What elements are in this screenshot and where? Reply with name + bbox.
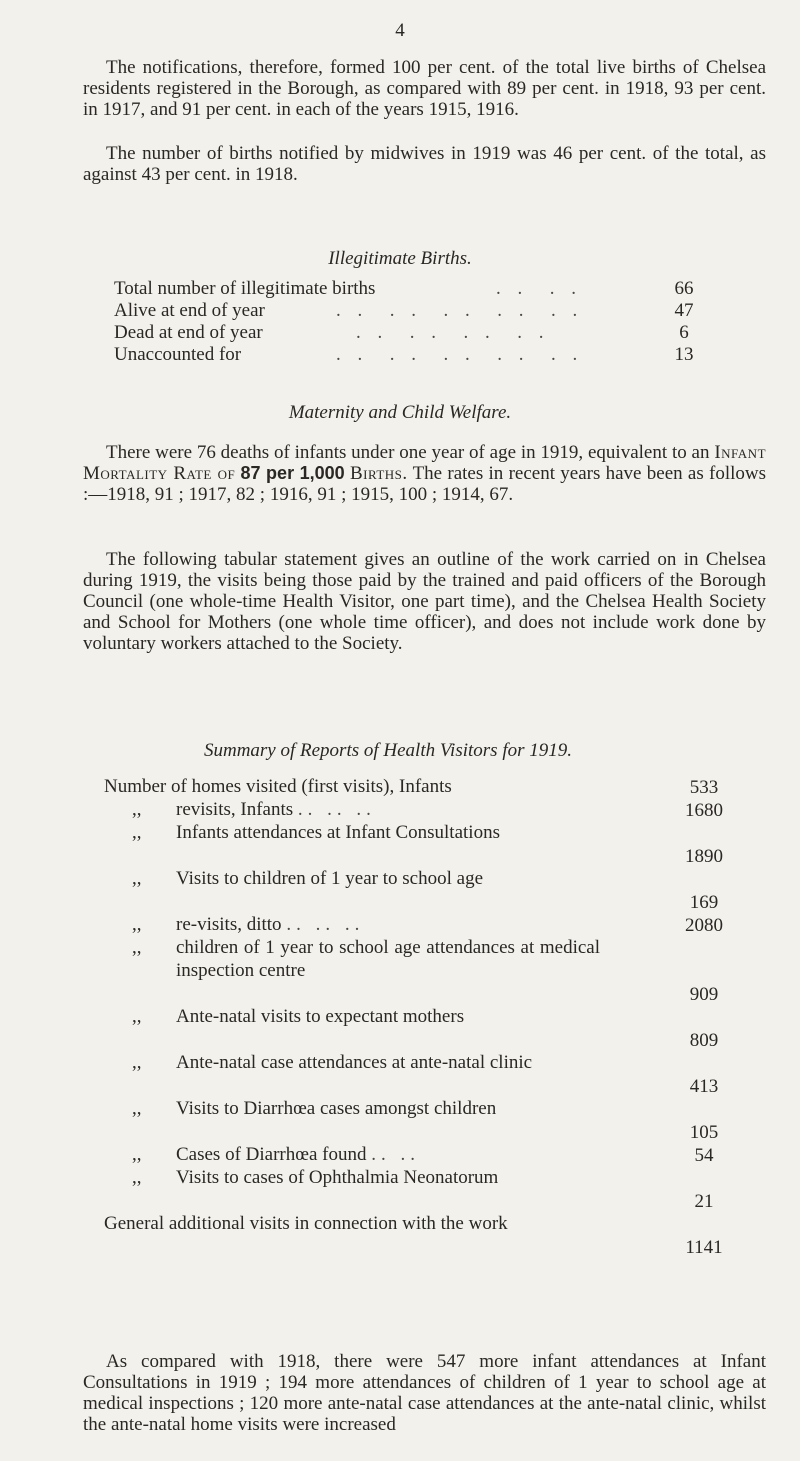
ditto-mark: ,, bbox=[132, 1167, 142, 1188]
ditto-mark: ,, bbox=[132, 799, 142, 820]
leader-dots: .. .. .. bbox=[297, 799, 376, 820]
row-label: General additional visits in connection with the work bbox=[104, 1213, 508, 1234]
ditto-mark: ,, bbox=[132, 914, 142, 935]
leader-dots: . . . . bbox=[496, 278, 582, 299]
row-label: Alive at end of year bbox=[114, 300, 265, 321]
table-row bbox=[104, 822, 744, 868]
row-label bbox=[176, 799, 600, 822]
ditto-mark: ,, bbox=[132, 822, 142, 843]
row-label: Visits to children of 1 year to school age bbox=[176, 868, 484, 889]
row-label: children of 1 year to school age attendances at medical inspection centre bbox=[176, 937, 600, 981]
ditto-mark: ,, bbox=[132, 1098, 142, 1119]
table-row bbox=[104, 937, 744, 1006]
row-value: 809 bbox=[689, 1029, 719, 1051]
row-label-text: revisits, Infants bbox=[176, 799, 294, 820]
row-value: 66 bbox=[674, 278, 694, 299]
infant-mortality-term: Infant Mortality Rate of bbox=[83, 442, 767, 484]
table-row bbox=[104, 914, 744, 937]
row-value: 1141 bbox=[685, 1236, 723, 1258]
table-row bbox=[104, 1144, 744, 1167]
table-row bbox=[114, 344, 714, 366]
table-row bbox=[104, 1052, 744, 1098]
row-value: 1680 bbox=[685, 799, 723, 821]
row-value: 413 bbox=[689, 1075, 719, 1097]
notifications-paragraph: The notifications, therefore, formed 100 per cent. of the total live births of Chelsea residents registered in the Borough, as compared with 89 per cent. in 1918, 93 per cent. in 1917, and 91 per cent. in each of the years 1915, 1916. bbox=[83, 57, 766, 120]
table-row bbox=[114, 322, 714, 344]
summary-table bbox=[104, 776, 744, 1259]
illegitimate-births-table bbox=[114, 278, 714, 366]
row-value: 169 bbox=[689, 891, 719, 913]
ditto-mark: ,, bbox=[132, 1006, 142, 1027]
row-label: Total number of illegitimate births bbox=[114, 278, 376, 299]
row-value: 21 bbox=[694, 1190, 714, 1212]
row-value: 533 bbox=[689, 776, 719, 798]
row-value: 6 bbox=[679, 322, 689, 343]
page-number: 4 bbox=[395, 20, 405, 41]
leader-dots: .. .. .. bbox=[286, 914, 365, 935]
leader-dots: . . . . . . . . . . bbox=[336, 300, 584, 321]
row-label: Dead at end of year bbox=[114, 322, 263, 343]
row-value: 1890 bbox=[685, 845, 723, 867]
illegitimate-births-heading: Illegitimate Births. bbox=[328, 248, 472, 269]
table-row bbox=[104, 1098, 744, 1144]
row-label bbox=[176, 914, 600, 937]
row-label bbox=[176, 1144, 600, 1167]
leader-dots: .. .. bbox=[371, 1144, 420, 1165]
ditto-mark: ,, bbox=[132, 937, 142, 958]
closing-paragraph: As compared with 1918, there were 547 more infant attendances at Infant Consultations in 1919 ; 194 more attendances of children of 1 year to school age at medical inspections ; 120 more ante-natal case attendances at the ante-natal clinic, whilst the ante-natal home visits were increased bbox=[83, 1351, 766, 1435]
row-value: 47 bbox=[674, 300, 694, 321]
table-row bbox=[104, 1006, 744, 1052]
infant-mortality-paragraph bbox=[83, 442, 766, 505]
row-value: 54 bbox=[694, 1144, 714, 1166]
row-value: 105 bbox=[689, 1121, 719, 1143]
row-value: 2080 bbox=[685, 914, 723, 936]
ditto-mark: ,, bbox=[132, 868, 142, 889]
table-row bbox=[104, 776, 744, 799]
mortality-text-b: The rates in recent years have been as follows :—1918, 91 ; 1917, 82 ; 1916, 91 ; 1915, 100 ; 1914, 67. bbox=[83, 463, 767, 505]
leader-dots: . . . . . . . . . . bbox=[336, 344, 584, 365]
table-row bbox=[104, 1167, 744, 1213]
row-label-text: re-visits, ditto bbox=[176, 914, 282, 935]
tabular-statement-paragraph: The following tabular statement gives an outline of the work carried on in Chelsea during 1919, the visits being those paid by the trained and paid officers of the Borough Council (one whole-time Health Visitor, one part time), and the Chelsea Health Society and School for Mothers (one whole time officer), and does not include work done by voluntary workers attached to the Society. bbox=[83, 549, 766, 654]
table-row bbox=[104, 799, 744, 822]
table-row bbox=[104, 868, 744, 914]
leader-dots: . . . . . . . . bbox=[356, 322, 550, 343]
row-label: Visits to Diarrhœa cases amongst children bbox=[176, 1098, 497, 1119]
table-row bbox=[104, 1213, 744, 1259]
row-label: Visits to cases of Ophthalmia Neonatorum bbox=[176, 1167, 499, 1188]
row-label: Ante-natal visits to expectant mothers bbox=[176, 1006, 465, 1027]
infant-mortality-rate: 87 per 1,000 bbox=[240, 463, 345, 483]
row-label: Ante-natal case attendances at ante-natal clinic bbox=[176, 1052, 533, 1073]
row-label: Number of homes visited (first visits), Infants bbox=[104, 776, 452, 797]
row-label: Infants attendances at Infant Consultations bbox=[176, 822, 500, 843]
ditto-mark: ,, bbox=[132, 1052, 142, 1073]
summary-heading: Summary of Reports of Health Visitors for 1919. bbox=[203, 740, 573, 761]
births-term: Births. bbox=[349, 463, 408, 484]
table-row bbox=[114, 300, 714, 322]
row-label-text: Cases of Diarrhœa found bbox=[176, 1144, 367, 1165]
row-label: Unaccounted for bbox=[114, 344, 242, 365]
mortality-text-a: There were 76 deaths of infants under one year of age in 1919, equivalent to an bbox=[106, 442, 710, 463]
midwives-paragraph: The number of births notified by midwives in 1919 was 46 per cent. of the total, as against 43 per cent. in 1918. bbox=[83, 143, 766, 185]
row-value: 909 bbox=[689, 983, 719, 1005]
table-row bbox=[114, 278, 714, 300]
maternity-heading: Maternity and Child Welfare. bbox=[288, 402, 512, 423]
row-value: 13 bbox=[674, 344, 694, 365]
ditto-mark: ,, bbox=[132, 1144, 142, 1165]
